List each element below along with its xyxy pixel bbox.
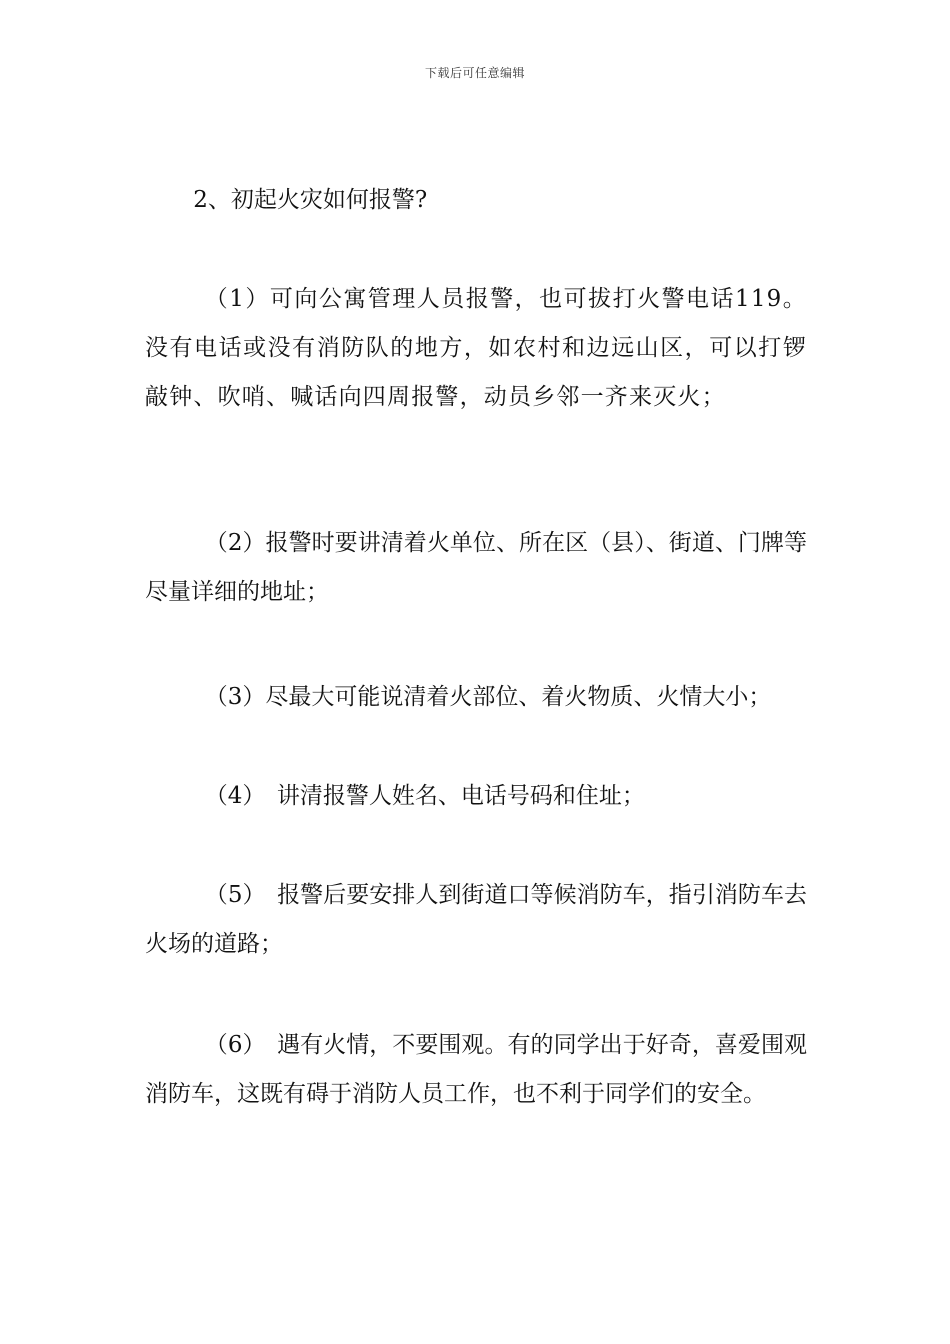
paragraph-4: （4） 讲清报警人姓名、电话号码和住址；: [204, 783, 645, 809]
page-header: 下载后可任意编辑: [424, 66, 525, 80]
paragraph-5: （5） 报警后要安排人到街道口等候消防车，指引消防车去火场的道路；: [145, 882, 807, 957]
paragraph-6: （6） 遇有火情，不要围观。有的同学出于好奇，喜爱围观消防车，这既有碍于消防人员工作，也不利于同学们的安全。: [145, 1032, 807, 1107]
paragraph-1: （1）可向公寓管理人员报警，也可拔打火警电话119。没有电话或没有消防队的地方，如农村和边远山区，可以打锣敲钟、吹哨、喊话向四周报警，动员乡邻一齐来灭火；: [145, 286, 807, 410]
section-heading: 2、初起火灾如何报警?: [193, 187, 428, 213]
paragraph-2: （2）报警时要讲清着火单位、所在区（县）、街道、门牌等尽量详细的地址；: [145, 530, 807, 605]
paragraph-3: （3）尽最大可能说清着火部位、着火物质、火情大小；: [204, 684, 772, 710]
